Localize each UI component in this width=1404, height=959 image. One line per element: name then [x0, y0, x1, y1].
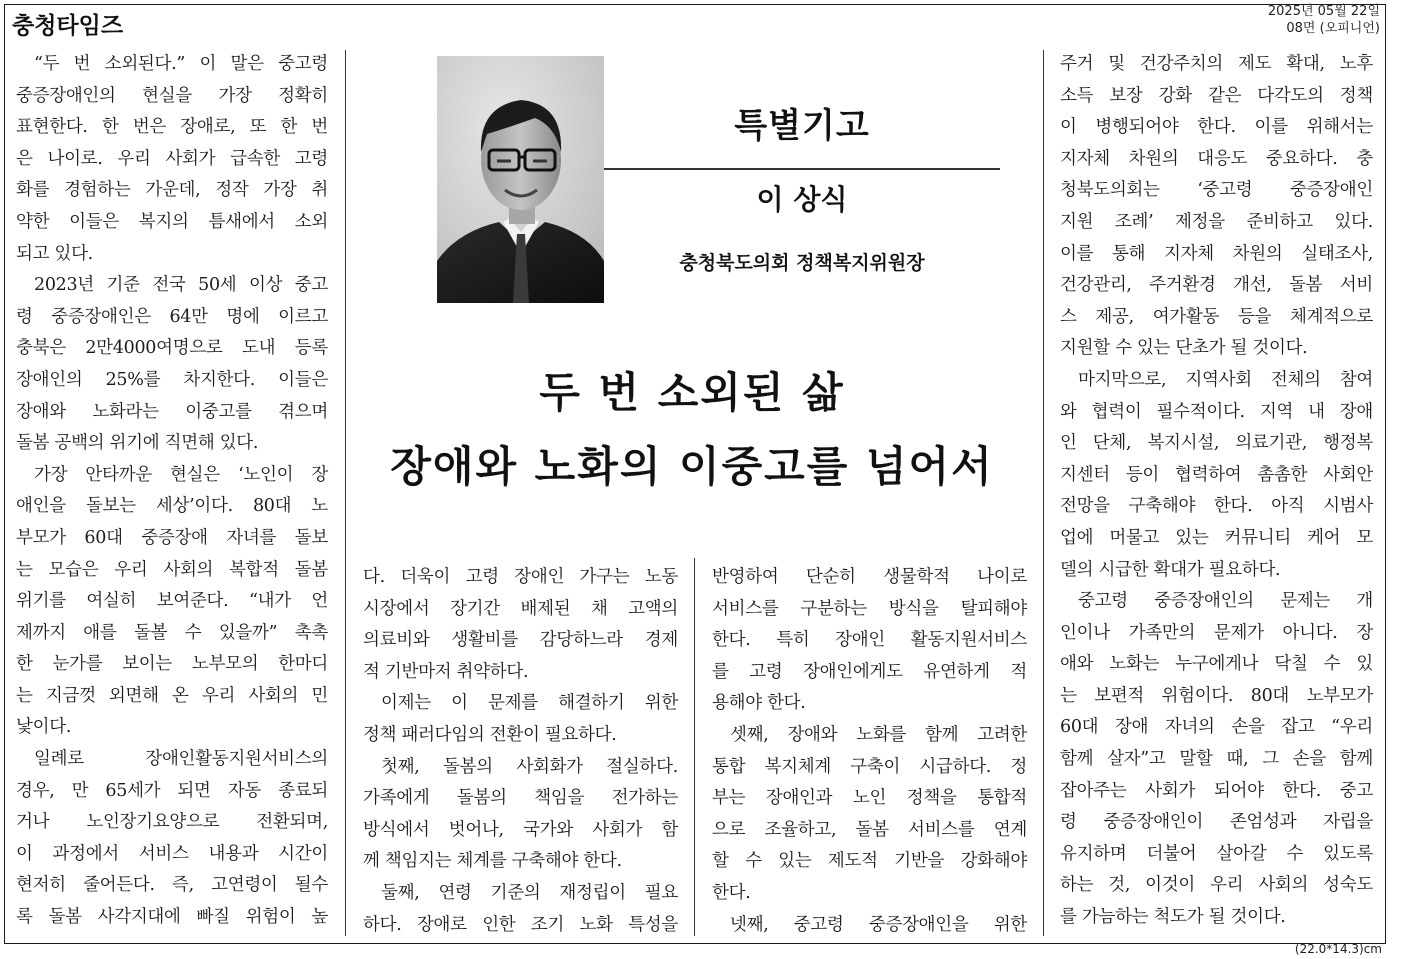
text-line: 부모가 60대 중증장애 자녀를 돌보 — [16, 527, 328, 548]
text-line: 한 눈가를 보이는 노부모의 한마디 — [16, 654, 328, 675]
text-line: 제까지 애를 돌볼 수 있을까” 촉촉 — [16, 622, 328, 643]
text-line: 중고령 중증장애인의 문제는 개 — [1078, 591, 1373, 612]
text-line: 2023년 기준 전국 50세 이상 중고 — [34, 275, 328, 296]
text-line: 돌봄 공백의 위기에 직면해 있다. — [16, 433, 259, 454]
text-line: 장애인의 25%를 차지한다. 이들은 — [16, 369, 328, 390]
text-line: 스 제공, 여가활동 등을 체계적으로 — [1060, 306, 1373, 327]
text-line: 약한 이들은 복지의 틈새에서 소외 — [16, 211, 328, 232]
text-line: 표현한다. 한 번은 장애로, 또 한 번 — [16, 117, 328, 138]
text-line: 전망을 구축해야 한다. 아직 시범사 — [1060, 496, 1373, 517]
text-line: 지자체 차원의 대응도 중요하다. 충 — [1060, 148, 1373, 169]
text-line: 되고 있다. — [16, 243, 93, 264]
text-line: 첫째, 돌봄의 사회화가 절실하다. — [381, 756, 678, 777]
headline-sub: 장애와 노화의 이중고를 넘어서 — [390, 442, 994, 491]
text-line: 인이나 가족만의 문제가 아니다. 장 — [1060, 622, 1373, 643]
clipping-size: (22.0*14.3)cm — [1294, 942, 1382, 956]
text-line: 의료비와 생활비를 감당하느라 경제 — [363, 630, 678, 651]
author-name: 이 상식 — [756, 183, 848, 216]
headline-main: 두 번 소외된 삶 — [539, 368, 845, 417]
text-line: 현저히 줄어든다. 즉, 고연령이 될수 — [16, 875, 328, 896]
box-divider — [604, 168, 1000, 170]
author-role: 충청북도의회 정책복지위원장 — [679, 252, 925, 274]
text-line: 중증장애인의 현실을 가장 정확히 — [16, 85, 328, 106]
text-line: 업에 머물고 있는 커뮤니티 케어 모 — [1060, 527, 1373, 548]
text-line: 부는 장애인과 노인 정책을 통합적 — [712, 788, 1027, 809]
text-line: 경우, 만 65세가 되면 자동 종료되 — [16, 780, 328, 801]
text-line: 반영하여 단순히 생물학적 나이로 — [712, 567, 1027, 587]
text-line: 함께 살자”고 말할 때, 그 손을 함께 — [1060, 749, 1373, 770]
section-label: 특별기고 — [734, 106, 870, 146]
text-line: 가족에게 돌봄의 책임을 전가하는 — [363, 788, 678, 809]
text-line: 시장에서 장기간 배제된 채 고액의 — [363, 598, 678, 619]
text-line: 화를 경험하는 가운데, 정작 가장 취 — [16, 180, 328, 201]
text-line: 위기를 여실히 보여준다. “내가 언 — [16, 591, 328, 612]
text-line: 와 협력이 필수적이다. 지역 내 장애 — [1060, 401, 1373, 422]
text-line: 한다. 특히 장애인 활동지원서비스 — [712, 630, 1027, 651]
text-line: 이 과정에서 서비스 내용과 시간이 — [16, 843, 328, 864]
author-photo — [437, 56, 604, 303]
text-line: 으로 조율하고, 돌봄 서비스를 연계 — [712, 819, 1027, 840]
text-line: 는 모습은 우리 사회의 복합적 돌봄 — [16, 559, 328, 580]
text-line: 적 기반마저 취약하다. — [363, 661, 529, 682]
text-line: 통합 복지체계 구축이 시급하다. 정 — [712, 756, 1027, 777]
text-line: 일례로 장애인활동지원서비스의 — [34, 749, 328, 770]
text-line: 를 고령 장애인에게도 유연하게 적 — [712, 661, 1027, 682]
text-line: 은 나이로. 우리 사회가 급속한 고령 — [16, 148, 328, 169]
body-column-1 — [16, 49, 328, 934]
text-line: 유지하며 더불어 살아갈 수 있도록 — [1060, 843, 1373, 864]
text-line: 델의 시급한 확대가 필요하다. — [1060, 559, 1281, 580]
text-line: 충북은 2만4000여명으로 도내 등록 — [16, 338, 328, 359]
body-column-3 — [712, 562, 1027, 941]
text-line: “두 번 소외된다.” 이 말은 중고령 — [34, 54, 328, 74]
text-line: 둘째, 연령 기준의 재정립이 필요 — [381, 882, 678, 903]
text-line: 건강관리, 주거환경 개선, 돌봄 서비 — [1060, 275, 1373, 296]
page-section: 08면 (오피니언) — [1286, 21, 1380, 36]
text-line: 잡아주는 사회가 되어야 한다. 중고 — [1060, 780, 1373, 801]
column-rule-2 — [694, 558, 695, 936]
text-line: 장애와 노화라는 이중고를 겪으며 — [16, 401, 328, 422]
text-line: 령 중증장애인이 존엄성과 자립을 — [1060, 812, 1373, 833]
text-line: 정책 패러다임의 전환이 필요하다. — [363, 724, 617, 745]
text-line: 가장 안타까운 현실은 ‘노인이 장 — [34, 464, 328, 485]
text-line: 60대 장애 자녀의 손을 잡고 “우리 — [1060, 717, 1373, 738]
newspaper-logo: 충청타임즈 — [12, 13, 124, 39]
text-line: 이 병행되어야 한다. 이를 위해서는 — [1060, 117, 1373, 138]
text-line: 소득 보장 강화 같은 다각도의 정책 — [1060, 85, 1373, 106]
text-line: 지원 조례’ 제정을 준비하고 있다. — [1060, 211, 1373, 232]
text-line: 를 가늠하는 척도가 될 것이다. — [1060, 907, 1286, 928]
body-column-4 — [1060, 49, 1373, 934]
text-line: 는 보편적 위험이다. 80대 노부모가 — [1060, 685, 1373, 706]
author-portrait-image — [437, 56, 604, 303]
text-line: 는 지금껏 외면해 온 우리 사회의 민 — [16, 685, 328, 706]
text-line: 애와 노화는 누구에게나 닥칠 수 있 — [1060, 654, 1373, 675]
text-line: 지원할 수 있는 단초가 될 것이다. — [1060, 338, 1308, 359]
body-column-2 — [363, 562, 678, 941]
text-line: 마지막으로, 지역사회 전체의 참여 — [1078, 369, 1373, 390]
text-line: 셋째, 장애와 노화를 함께 고려한 — [730, 724, 1027, 745]
text-line: 이제는 이 문제를 해결하기 위한 — [381, 693, 678, 714]
publish-date: 2025년 05월 22일 — [1267, 4, 1380, 19]
dateline — [1268, 3, 1380, 37]
text-line: 록 돌봄 사각지대에 빠질 위험이 높 — [16, 907, 328, 928]
text-line: 주거 및 건강주치의 제도 확대, 노후 — [1060, 54, 1373, 74]
text-line: 넷째, 중고령 중증장애인을 위한 — [730, 914, 1027, 935]
text-line: 이를 통해 지자체 차원의 실태조사, — [1060, 243, 1373, 264]
text-line: 거나 노인장기요양으로 전환되며, — [16, 812, 328, 833]
text-line: 낯이다. — [16, 717, 72, 738]
text-line: 지센터 등이 협력하여 촘촘한 사회안 — [1060, 464, 1373, 485]
text-line: 청북도의회는 ‘중고령 중증장애인 — [1060, 180, 1373, 201]
text-line: 할 수 있는 제도적 기반을 강화해야 — [712, 851, 1027, 872]
text-line: 용해야 한다. — [712, 693, 806, 714]
text-line: 하는 것, 이것이 우리 사회의 성숙도 — [1060, 875, 1373, 896]
text-line: 인 단체, 복지시설, 의료기관, 행정복 — [1060, 433, 1373, 454]
text-line: 께 책임지는 체계를 구축해야 한다. — [363, 851, 622, 872]
text-line: 하다. 장애로 인한 조기 노화 특성을 — [363, 914, 678, 935]
text-line: 다. 더욱이 고령 장애인 가구는 노동 — [363, 567, 678, 587]
text-line: 한다. — [712, 882, 751, 903]
text-line: 애인을 돌보는 세상’이다. 80대 노 — [16, 496, 328, 517]
text-line: 방식에서 벗어나, 국가와 사회가 함 — [363, 819, 678, 840]
text-line: 서비스를 구분하는 방식을 탈피해야 — [712, 598, 1027, 619]
text-line: 령 중증장애인은 64만 명에 이르고 — [16, 306, 328, 327]
